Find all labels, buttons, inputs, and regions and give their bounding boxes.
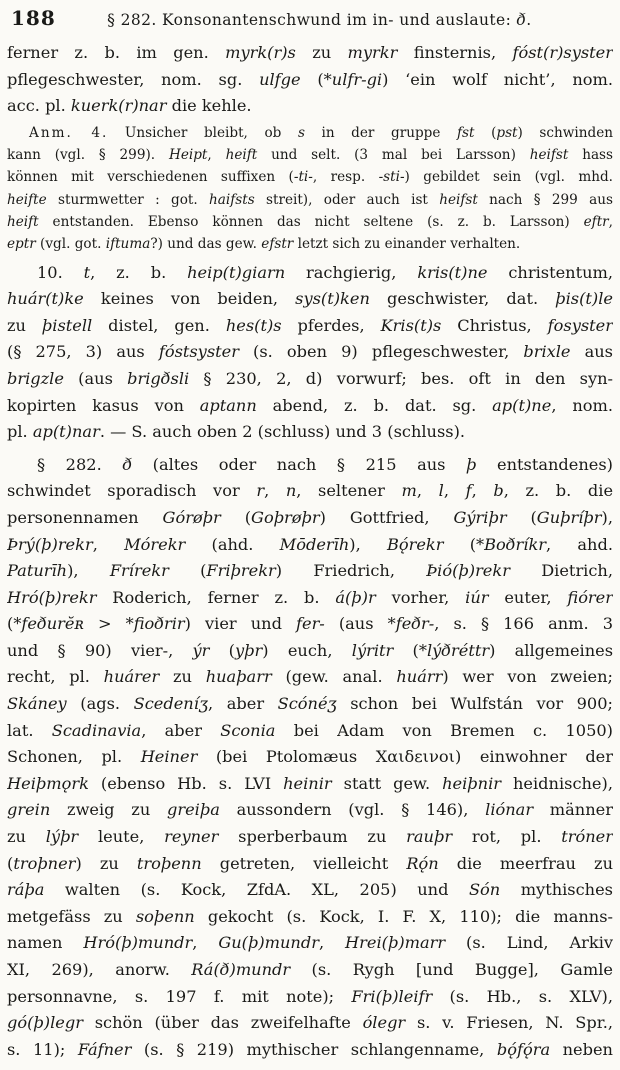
text-run: ) wer von zweien;: [442, 667, 613, 687]
text-line: [7, 166, 613, 188]
italic-term: s: [297, 124, 305, 141]
italic-term: þistell: [41, 315, 93, 335]
italic-term: þ: [466, 454, 477, 474]
text-line: [7, 558, 613, 585]
text-run: ,: [92, 534, 125, 554]
italic-term: fóst(r)syster: [512, 43, 613, 62]
text-run: ) gebildet sein (vgl. mhd.: [404, 169, 613, 186]
text-line: [7, 957, 613, 984]
text-run: >: [83, 614, 126, 634]
italic-term: efstr: [261, 236, 294, 253]
italic-term: á(þ)r: [335, 587, 376, 607]
text-line: [7, 904, 613, 931]
italic-term: reyner: [164, 827, 219, 847]
text-run: Dietrich,: [509, 561, 613, 581]
text-run: die meerfrau zu: [438, 853, 613, 873]
text-run: vorher,: [375, 587, 466, 607]
italic-term: ð: [516, 11, 527, 29]
text-line: [7, 67, 613, 94]
text-run: (: [7, 853, 14, 873]
italic-term: Mórekr: [124, 534, 186, 554]
text-run: , seltener: [296, 481, 402, 501]
running-header: [7, 6, 613, 33]
text-run: ) vier und: [184, 614, 296, 634]
text-line: [7, 718, 613, 745]
text-run: ferner z. b. im gen.: [7, 43, 226, 62]
text-run: (aus: [63, 368, 128, 388]
text-run: , aber: [141, 720, 221, 740]
text-line: [7, 851, 613, 878]
italic-term: huaþarr: [205, 667, 272, 687]
italic-term: Bǫ́rekr: [386, 534, 444, 554]
text-run: abend, z. b. dat. sg.: [256, 395, 493, 415]
italic-term: Fáfner: [77, 1039, 132, 1059]
italic-term: troþner: [13, 853, 76, 873]
paragraph-continuation: [7, 40, 613, 120]
italic-term: Heiþmǫrk: [7, 773, 89, 793]
text-run: sperberbaum zu: [218, 827, 407, 847]
italic-term: ráþa: [7, 880, 45, 900]
text-run: ,: [207, 147, 226, 164]
text-run: (§ 275, 3) aus: [7, 342, 159, 362]
italic-term: fóstsyster: [158, 342, 239, 362]
italic-term: Þrý(þ)rekr: [7, 534, 93, 554]
italic-term: heifst: [439, 191, 478, 208]
italic-term: Skáney: [7, 694, 67, 714]
text-run: entstanden. Ebenso können das nicht seltene (s. z. b. Larsson): [38, 213, 584, 230]
text-body: [7, 40, 613, 1063]
text-run: ) allgemeines: [489, 640, 613, 660]
text-line: [7, 984, 613, 1011]
text-run: metgefäss zu: [7, 906, 136, 926]
italic-term: b: [493, 481, 504, 501]
italic-term: heift: [225, 147, 258, 164]
italic-term: Gýriþr: [453, 507, 507, 527]
italic-term: *Boðríkr: [476, 534, 546, 554]
text-run: letzt sich zu einander verhalten.: [293, 236, 521, 253]
text-run: personennamen: [7, 507, 163, 527]
text-line: [7, 1037, 613, 1064]
italic-term: brigzle: [7, 368, 64, 388]
text-run: (s. oben 9) pflegeschwester,: [238, 342, 524, 362]
italic-term: Hró(þ)rekr: [7, 587, 97, 607]
text-run: (ebenso Hb. s. LVI: [88, 773, 284, 793]
italic-term: ólegr: [362, 1013, 406, 1033]
text-run: (s. Lind, Arkiv: [445, 933, 613, 953]
text-run: die kehle.: [166, 96, 252, 116]
italic-term: brigðsli: [127, 368, 190, 388]
text-run: neben: [550, 1039, 613, 1059]
text-run: schwindet sporadisch vor: [7, 481, 257, 501]
text-run: Christus,: [441, 315, 548, 335]
text-line: [7, 286, 613, 313]
text-run: kann (vgl. § 299).: [7, 147, 169, 164]
text-run: (ags.: [66, 694, 134, 714]
italic-term: soþenn: [135, 906, 195, 926]
text-run: (: [300, 69, 324, 89]
note-anm-4: [7, 122, 613, 256]
text-run: personnavne, s. 197 f. mit note);: [7, 986, 352, 1006]
text-run: (bei Ptolomæus Χαιδεινοι) einwohner der: [197, 747, 613, 767]
text-run: kopirten kasus von: [7, 395, 200, 415]
italic-term: kuerk(r)nar: [70, 96, 167, 116]
text-run: (ahd.: [185, 534, 280, 554]
text-run: (s. § 219) mythischer schlangenname,: [131, 1039, 497, 1059]
text-line: [7, 93, 613, 120]
text-line: [7, 122, 613, 144]
text-run: schon bei Wulfstán vor 900;: [336, 694, 613, 714]
text-run: und selt. (3 mal bei Larsson): [257, 147, 530, 164]
italic-term: *feðurĕʀ: [13, 614, 84, 634]
text-line: [7, 771, 613, 798]
italic-term: t: [83, 262, 91, 282]
text-run: § 230, 2, d) vorwurf; bes. oft in den syn-: [189, 368, 613, 388]
text-run: s. v. Friesen, N. Spr.,: [405, 1013, 613, 1033]
italic-term: -ti-: [293, 169, 313, 186]
text-line: [7, 260, 613, 287]
text-run: Roderich, ferner z. b.: [96, 587, 336, 607]
text-run: 10.: [37, 262, 84, 282]
italic-term: Þió(þ)rekr: [426, 561, 510, 581]
italic-term: aptann: [199, 395, 257, 415]
text-line: [7, 478, 613, 505]
text-line: [7, 611, 613, 638]
italic-term: sys(t)ken: [295, 289, 370, 309]
text-run: ) zu: [75, 853, 137, 873]
text-run: (aus: [324, 614, 388, 634]
text-run: statt gew.: [331, 773, 443, 793]
text-line: [7, 366, 613, 393]
text-run: nach § 299 aus: [477, 191, 613, 208]
text-run: ?) und das gew.: [150, 236, 262, 253]
italic-term: brixle: [523, 342, 571, 362]
text-run: ) euch,: [262, 640, 352, 660]
italic-term: fosyster: [547, 315, 613, 335]
italic-term: Gu(þ)mundr: [218, 933, 319, 953]
text-run: zu: [7, 315, 42, 335]
text-run: (: [220, 507, 252, 527]
text-run: Anm. 4.: [29, 124, 109, 141]
italic-term: *lýðréttr: [418, 640, 490, 660]
italic-term: hes(t)s: [225, 315, 282, 335]
italic-term: heift: [7, 213, 39, 230]
italic-term: Heipt: [168, 147, 208, 164]
text-line: [7, 638, 613, 665]
italic-term: f: [465, 481, 472, 501]
text-line: [7, 211, 613, 233]
text-run: (: [209, 640, 236, 660]
italic-term: heip(t)giarn: [187, 262, 286, 282]
italic-term: ð: [122, 454, 133, 474]
text-run: , aber: [208, 694, 278, 714]
italic-term: fer-: [296, 614, 325, 634]
text-run: ),: [67, 561, 110, 581]
italic-term: Frírekr: [109, 561, 169, 581]
text-run: walten (s. Kock, ZfdA. XL, 205) und: [44, 880, 469, 900]
italic-term: yþr: [235, 640, 263, 660]
italic-term: Hró(þ)mundr: [83, 933, 193, 953]
text-run: (gew. anal.: [271, 667, 397, 687]
italic-term: huár(t)ke: [7, 289, 84, 309]
text-line: [7, 313, 613, 340]
italic-term: l: [438, 481, 444, 501]
text-run: .: [526, 11, 532, 29]
italic-term: Sconia: [220, 720, 276, 740]
text-line: [7, 233, 613, 255]
text-run: ) Friedrich,: [275, 561, 427, 581]
text-run: Schonen, pl.: [7, 747, 141, 767]
italic-term: ýr: [192, 640, 210, 660]
italic-term: gó(þ)legr: [7, 1013, 83, 1033]
text-run: keines von beiden,: [83, 289, 296, 309]
text-run: § 282. Konsonantenschwund im in- und auslaute:: [107, 11, 517, 29]
text-run: , nom.: [551, 395, 613, 415]
italic-term: Scadinavia: [51, 720, 142, 740]
italic-term: heinir: [283, 773, 332, 793]
italic-term: Friþrekr: [206, 561, 276, 581]
text-line: [7, 40, 613, 67]
text-line: [7, 505, 613, 532]
text-run: ),: [349, 534, 387, 554]
italic-term: heifst: [529, 147, 569, 164]
text-run: (: [393, 640, 419, 660]
italic-term: ap(t)nar: [32, 422, 100, 442]
text-line: [7, 452, 613, 479]
text-run: schön (über das zweifelhafte: [82, 1013, 363, 1033]
text-run: (: [7, 614, 14, 634]
text-run: in der gruppe: [304, 124, 457, 141]
italic-term: liónar: [485, 800, 534, 820]
text-run: entstandenes): [476, 454, 613, 474]
italic-term: *fioðrir: [125, 614, 185, 634]
text-line: [7, 189, 613, 211]
text-run: ,: [443, 481, 466, 501]
text-line: [7, 393, 613, 420]
text-run: streit), oder auch ist: [254, 191, 440, 208]
text-run: § 282.: [37, 454, 123, 474]
italic-term: eptr: [7, 236, 36, 253]
italic-term: Kris(t)s: [380, 315, 442, 335]
text-run: namen: [7, 933, 84, 953]
text-run: pflegeschwester, nom. sg.: [7, 69, 260, 89]
text-run: rachgierig,: [285, 262, 418, 282]
text-run: ,: [416, 481, 439, 501]
italic-term: Són: [468, 880, 501, 900]
text-run: männer: [533, 800, 613, 820]
italic-term: lýritr: [351, 640, 394, 660]
text-run: ,: [318, 933, 346, 953]
text-run: ,: [192, 933, 219, 953]
running-header-title: [56, 11, 613, 29]
text-run: acc. pl.: [7, 96, 71, 116]
text-run: pferdes,: [281, 315, 381, 335]
text-run: (vgl. got.: [35, 236, 106, 253]
page-number: 188: [11, 6, 56, 30]
text-line: [7, 744, 613, 771]
italic-term: greiþa: [166, 800, 220, 820]
text-run: , ahd.: [546, 534, 613, 554]
italic-term: iftuma: [105, 236, 151, 253]
text-run: (: [474, 124, 497, 141]
text-run: recht, pl.: [7, 667, 104, 687]
italic-term: tróner: [561, 827, 613, 847]
text-run: rot, pl.: [452, 827, 562, 847]
text-run: XI, 269), anorw.: [7, 960, 192, 979]
italic-term: m: [401, 481, 417, 501]
text-run: leute,: [78, 827, 165, 847]
paragraph-10: [7, 260, 613, 446]
italic-term: heiþnir: [442, 773, 501, 793]
italic-term: eftr: [583, 213, 609, 230]
italic-term: huárr: [396, 667, 443, 687]
text-run: zweig zu: [50, 800, 167, 820]
text-run: lat.: [7, 720, 52, 740]
text-run: getreten, vielleicht: [201, 853, 407, 873]
italic-term: Goþrøþr: [251, 507, 320, 527]
italic-term: *ulfr-gi: [323, 69, 383, 89]
italic-term: lýþr: [45, 827, 79, 847]
text-run: Unsicher bleibt, ob: [108, 124, 298, 141]
text-run: hass: [568, 147, 613, 164]
text-run: geschwister, dat.: [369, 289, 556, 309]
text-run: (altes oder nach § 215 aus: [132, 454, 467, 474]
text-line: [7, 930, 613, 957]
italic-term: fiórer: [567, 587, 613, 607]
text-line: [7, 1010, 613, 1037]
text-run: , s. § 166 anm. 3: [434, 614, 613, 634]
text-run: ),: [601, 507, 613, 527]
text-run: aus: [570, 342, 613, 362]
text-line: [7, 585, 613, 612]
italic-term: þis(t)le: [555, 289, 613, 309]
italic-term: Hrei(þ)marr: [345, 933, 446, 953]
italic-term: Guþríþr: [536, 507, 602, 527]
italic-term: grein: [7, 800, 51, 820]
text-run: aussondern (vgl. § 146),: [219, 800, 486, 820]
text-run: , z. b.: [90, 262, 188, 282]
italic-term: Rǫ́n: [406, 853, 439, 873]
text-run: und § 90) vier-,: [7, 640, 193, 660]
text-run: ) Gottfried,: [319, 507, 454, 527]
text-line: [7, 797, 613, 824]
text-run: können mit verschiedenen suffixen (: [7, 169, 294, 186]
text-run: ,: [608, 213, 613, 230]
italic-term: Fri(þ)leifr: [351, 986, 433, 1006]
italic-term: rauþr: [406, 827, 453, 847]
italic-term: ulfge: [259, 69, 301, 89]
italic-term: Rá(ð)mundr: [191, 960, 291, 979]
text-run: heidnische),: [501, 773, 613, 793]
text-run: distel, gen.: [92, 315, 226, 335]
text-run: (s. Rygh [und Bugge], Gamle: [290, 960, 613, 979]
text-run: ,: [264, 481, 286, 501]
text-line: [7, 824, 613, 851]
italic-term: myrk(r)s: [225, 43, 296, 62]
text-line: [7, 691, 613, 718]
text-line: [7, 339, 613, 366]
text-run: bei Adam von Bremen c. 1050): [275, 720, 613, 740]
italic-term: heifte: [7, 191, 47, 208]
italic-term: kris(t)ne: [417, 262, 488, 282]
italic-term: Scónéʒ: [277, 694, 337, 714]
text-run: (: [443, 534, 477, 554]
text-run: (: [506, 507, 537, 527]
text-run: zu: [7, 827, 46, 847]
italic-term: Górøþr: [162, 507, 221, 527]
text-run: ,: [471, 481, 494, 501]
italic-term: pst: [496, 124, 518, 141]
italic-term: iúr: [465, 587, 489, 607]
text-run: . — S. auch oben 2 (schluss) und 3 (schluss).: [99, 422, 466, 442]
italic-term: Mōderīh: [279, 534, 350, 554]
text-run: s. 11);: [7, 1039, 78, 1059]
italic-term: -sti-: [378, 169, 405, 186]
paragraph-282: [7, 452, 613, 1064]
italic-term: troþenn: [136, 853, 202, 873]
text-run: sturmwetter : got.: [46, 191, 210, 208]
text-run: pl.: [7, 422, 33, 442]
text-run: (: [168, 561, 207, 581]
italic-term: r: [256, 481, 265, 501]
text-run: christentum,: [487, 262, 613, 282]
text-run: mythisches: [500, 880, 613, 900]
italic-term: Paturīh: [7, 561, 68, 581]
text-line: [7, 877, 613, 904]
text-run: , z. b. die: [503, 481, 613, 501]
italic-term: haifsts: [209, 191, 255, 208]
italic-term: bǫ́fǫ́ra: [496, 1039, 551, 1059]
italic-term: Scedeníʒ: [133, 694, 209, 714]
text-line: [7, 419, 613, 446]
italic-term: myrkr: [347, 43, 398, 62]
italic-term: ap(t)ne: [492, 395, 552, 415]
italic-term: *feðr-: [387, 614, 435, 634]
text-run: euter,: [488, 587, 568, 607]
text-run: gekocht (s. Kock, I. F. X, 110); die manns-: [194, 906, 613, 926]
text-run: finsternis,: [397, 43, 513, 62]
text-run: ) schwinden: [517, 124, 613, 141]
text-line: [7, 144, 613, 166]
text-line: [7, 664, 613, 691]
text-run: (s. Hb., s. XLV),: [432, 986, 613, 1006]
text-line: [7, 532, 613, 559]
text-run: ) ‘ein wolf nicht’, nom.: [382, 69, 613, 89]
text-run: zu: [295, 43, 348, 62]
text-run: zu: [159, 667, 206, 687]
text-run: , resp.: [312, 169, 379, 186]
italic-term: huárer: [103, 667, 160, 687]
italic-term: n: [285, 481, 297, 501]
italic-term: Heiner: [140, 747, 198, 767]
italic-term: fst: [457, 124, 475, 141]
